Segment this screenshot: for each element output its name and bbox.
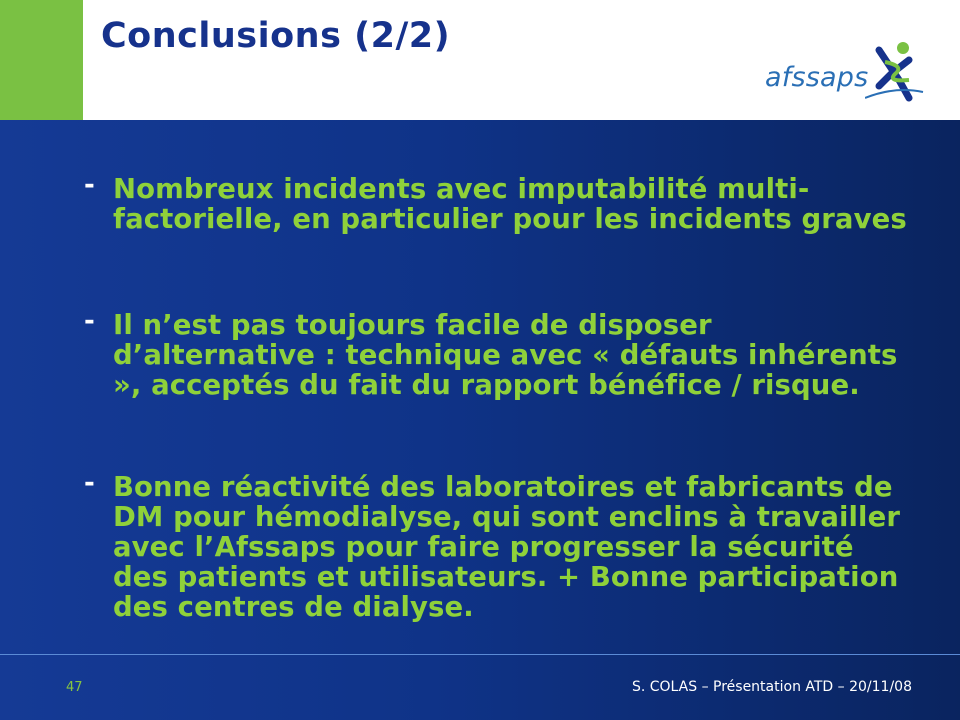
footer-credit: S. COLAS – Présentation ATD – 20/11/08: [631, 679, 912, 695]
logo-text: afssaps: [765, 62, 869, 93]
bullet-text: Nombreux incidents avec imputabilité multi-factorielle, en particulier pour les incidents graves: [113, 173, 907, 235]
slide-header: [0, 0, 960, 120]
bullet-text: Il n’est pas toujours facile de disposer d’alternative : technique avec « défauts inhérents », acceptés du fait du rapport bénéfice / risque.: [113, 309, 898, 401]
bullet-dash: -: [84, 468, 95, 498]
page-number: 47: [66, 680, 83, 695]
logo-figure-icon: [865, 40, 925, 102]
afssaps-logo: [765, 40, 925, 108]
footer-divider: [0, 654, 960, 655]
bullet-dash: -: [84, 306, 95, 336]
slide-title: Conclusions (2/2): [101, 16, 451, 56]
bullet-text: Bonne réactivité des laboratoires et fabricants de DM pour hémodialyse, qui sont enclins à travailler avec l’Afssaps pour faire progresser la sécurité des patients et utilisateurs. + Bonne participation des centres de dialyse.: [113, 471, 900, 623]
slide-body: [0, 120, 960, 720]
bullet-dash: -: [84, 170, 95, 200]
header-accent-block: [0, 0, 83, 120]
bullet-list: [0, 120, 960, 660]
